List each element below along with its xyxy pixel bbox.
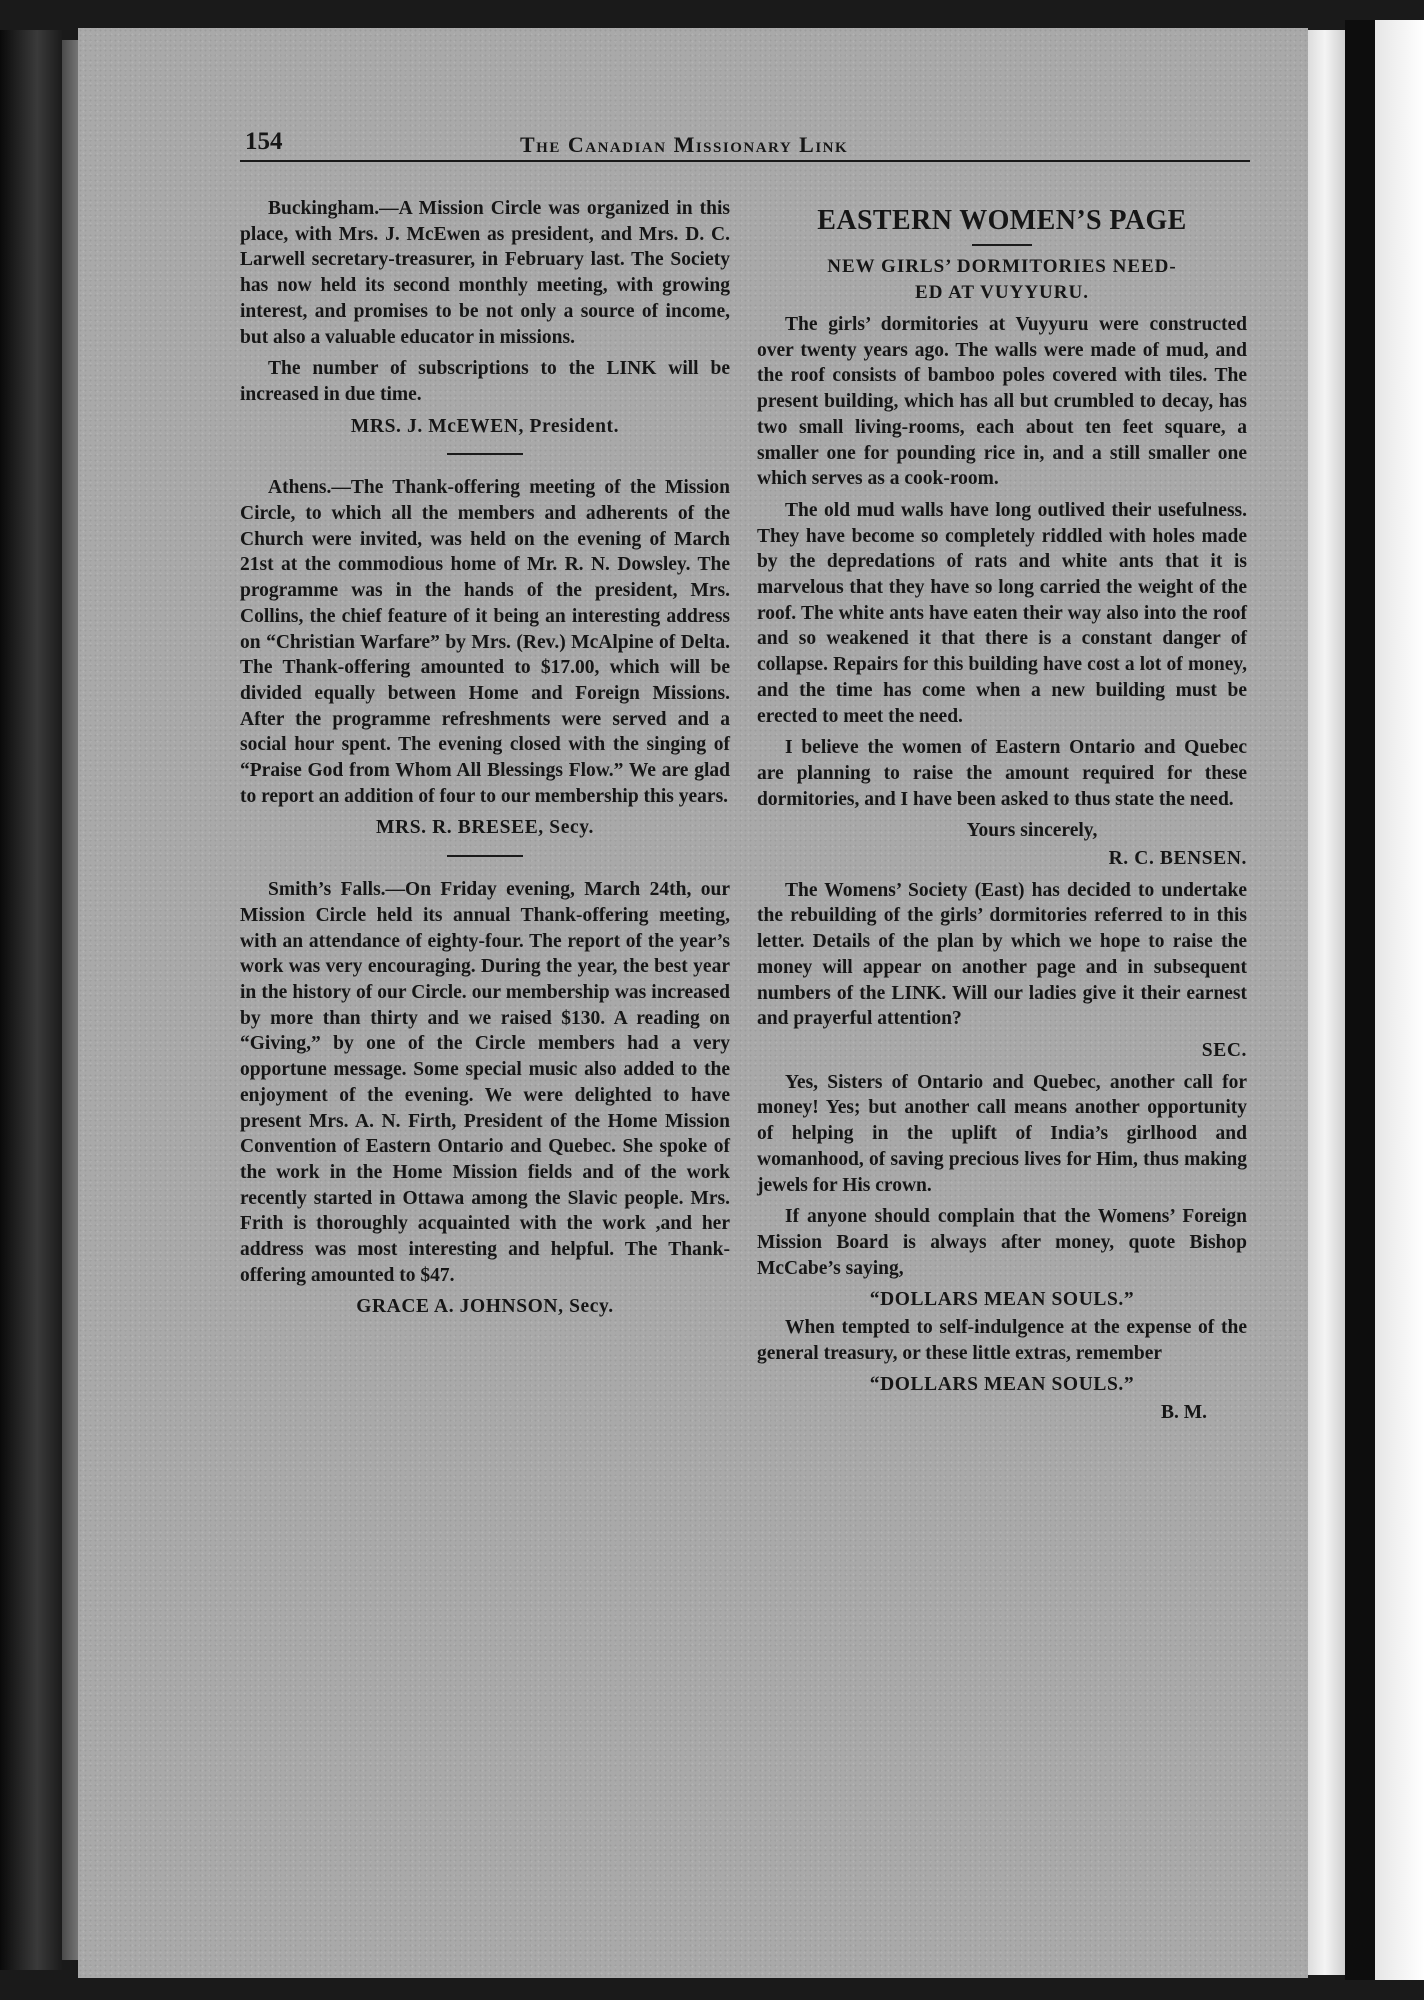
divider-rule	[447, 453, 523, 455]
article-athens	[240, 475, 730, 841]
article-buckingham	[240, 196, 730, 439]
page-edge	[1305, 30, 1345, 1975]
running-title: The Canadian Missionary Link	[520, 132, 849, 157]
article-smiths-falls	[240, 877, 730, 1320]
article-title-line: NEW GIRLS’ DORMITORIES NEED-	[827, 256, 1177, 277]
section-rule	[972, 244, 1032, 246]
next-page-edge	[1375, 20, 1424, 1980]
author-initials: B. M.	[1160, 1402, 1207, 1424]
sec-signature: SEC.	[1201, 1039, 1247, 1061]
article-body: The number of subscriptions to the LINK will be increased in due time.	[240, 358, 730, 405]
article-body: Smith’s Falls.—On Friday evening, March 24th, our Mission Circle held its annual Thank-offering meeting, with an attendance of eighty-four. The report of the year’s work was very encouraging. During the year, the best year in the history of our Circle. our membership was increased by more than thirty and we raised $130. A reading on “Giving,” by one of the Circle members had a very opportune message. Some special music also added to the enjoyment of the evening. We were delighted to have present Mrs. A. N. Firth, President of the Home Mission Convention of Eastern Ontario and Quebec. She spoke of the work in the Home Mission fields and of the work recently started in Ottawa among the Slavic people. Mrs. Frith is thoroughly acquainted with the work ,and her address was most interesting and helpful. The Thank-offering amounted to $47.	[240, 879, 730, 1286]
article-body: Buckingham.—A Mission Circle was organized in this place, with Mrs. J. McEwen as president, and Mrs. D. C. Larwell secretary-treasurer, in February last. The Society has now held its second monthly meeting, with growing interest, and promises to be not only a source of income, but also a valuable educator in missions.	[240, 198, 730, 348]
article-title	[757, 254, 1247, 306]
article-body: Yes, Sisters of Ontario and Quebec, another call for money! Yes; but another call means another opportunity of helping in the uplift of India’s girlhood and womanhood, of saving precious lives for Him, thus making jewels for His crown.	[757, 1071, 1247, 1196]
article-body: When tempted to self-indulgence at the expense of the general treasury, or these little extras, remember	[757, 1317, 1247, 1364]
section-title: EASTERN WOMEN’S PAGE	[817, 205, 1187, 236]
slogan: “DOLLARS MEAN SOULS.”	[869, 1374, 1135, 1396]
page-number: 154	[245, 128, 283, 155]
page-header	[245, 128, 1245, 168]
divider-rule	[447, 855, 523, 857]
article-body: The Womens’ Society (East) has decided to undertake the rebuilding of the girls’ dormitories referred to in this letter. Details of the plan by which we hope to raise the money will appear on another page and in subsequent numbers of the LINK. Will our ladies give it their earnest and prayerful attention?	[757, 879, 1247, 1030]
article-signature: MRS. R. BRESEE, Secy.	[376, 817, 594, 839]
right-column	[757, 204, 1247, 1426]
left-column	[240, 196, 730, 1328]
article-body: Athens.—The Thank-offering meeting of the Mission Circle, to which all the members and adherents of the Church were invited, was held on the evening of March 21st at the commodious home of Mr. R. N. Dowsley. The programme was in the hands of the president, Mrs. Collins, the chief feature of it being an interesting address on “Christian Warfare” by Mrs. (Rev.) McAlpine of Delta. The Thank-offering amounted to $17.00, which will be divided equally between Home and Foreign Missions. After the programme refreshments were served and a social hour spent. The evening closed with the singing of “Praise God from Whom All Blessings Flow.” We are glad to report an addition of four to our membership this years.	[240, 477, 730, 807]
article-title-line: ED AT VUYYURU.	[915, 282, 1089, 303]
header-rule	[240, 160, 1250, 162]
article-signature: GRACE A. JOHNSON, Secy.	[356, 1296, 614, 1318]
letter-signature: R. C. BENSEN.	[1108, 848, 1247, 870]
book-spine	[0, 30, 62, 1970]
article-body: The girls’ dormitories at Vuyyuru were constructed over twenty years ago. The walls were made of mud, and the roof consists of bamboo poles covered with tiles. The present building, which has all but crumbled to decay, has two small living-rooms, each about ten feet square, a smaller one for pounding rice in, and a still smaller one which serves as a cook-room.	[757, 314, 1247, 490]
article-body: The old mud walls have long outlived their usefulness. They have become so completely riddled with holes made by the depredations of rats and white ants that it is marvelous that they have so long carried the weight of the roof. The white ants have eaten their way also into the roof and so weakened it that there is a constant danger of collapse. Repairs for this building have cost a lot of money, and the time has come when a new building must be erected to meet the need.	[757, 499, 1247, 727]
article-signature: MRS. J. McEWEN, President.	[350, 415, 620, 437]
article-body: I believe the women of Eastern Ontario and Quebec are planning to raise the amount required for these dormitories, and I have been asked to thus state the need.	[757, 737, 1247, 810]
article-body: If anyone should complain that the Womens’ Foreign Mission Board is always after money, quote Bishop McCabe’s saying,	[757, 1206, 1247, 1279]
next-page-shadow	[1345, 20, 1375, 1980]
letter-closing: Yours sincerely,	[966, 820, 1098, 842]
slogan: “DOLLARS MEAN SOULS.”	[869, 1289, 1135, 1311]
